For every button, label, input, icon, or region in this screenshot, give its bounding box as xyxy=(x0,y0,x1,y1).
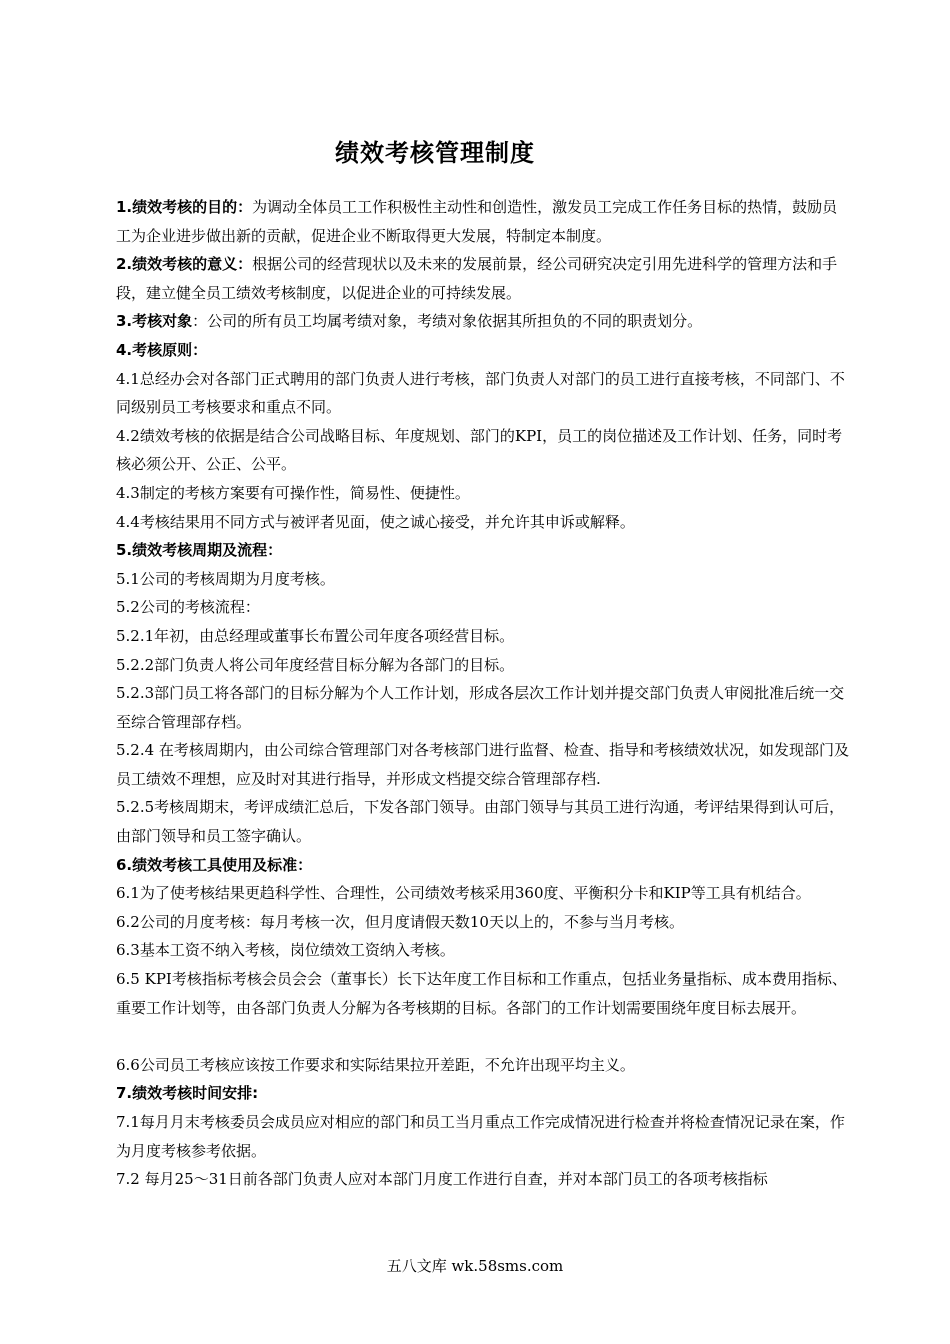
section-heading: 3.考核对象 xyxy=(116,312,193,331)
section-1 xyxy=(116,193,852,250)
section-heading: 2.绩效考核的意义： xyxy=(116,255,253,274)
document-body xyxy=(116,193,852,1194)
paragraph: 5.2公司的考核流程： xyxy=(116,598,260,617)
paragraph: 5.2.5考核周期末，考评成绩汇总后，下发各部门领导。由部门领导与其员工进行沟通，考评结果得到认可后，由部门领导和员工签字确认。 xyxy=(116,798,845,846)
section-heading: 1.绩效考核的目的： xyxy=(116,198,253,216)
paragraph: 5.2.4 在考核周期内，由公司综合管理部门对各考核部门进行监督、检查、指导和考核绩效状况，如发现部门及员工绩效不理想，应及时对其进行指导，并形成文档提交综合管理部存档. xyxy=(116,741,849,788)
section-6-heading: 6.绩效考核工具使用及标准： xyxy=(116,855,313,874)
section-2 xyxy=(116,250,852,307)
paragraph: 5.2.3部门员工将各部门的目标分解为个人工作计划，形成各层次工作计划并提交部门负责人审阅批准后统一交至综合管理部存档。 xyxy=(116,684,845,731)
page-footer: 五八文库 wk.58sms.com xyxy=(386,1257,564,1275)
paragraph: 6.2公司的月度考核：每月考核一次，但月度请假天数10天以上的，不参与当月考核。 xyxy=(116,912,684,931)
paragraph: 4.4考核结果用不同方式与被评者见面，使之诚心接受，并允许其申诉或解释。 xyxy=(116,512,635,531)
section-4-heading: 4.考核原则： xyxy=(116,340,208,359)
blank-line xyxy=(116,1022,852,1051)
paragraph: 7.2 每月25～31日前各部门负责人应对本部门月度工作进行自查，并对本部门员工的各项考核指标 xyxy=(116,1170,768,1189)
paragraph: 6.3基本工资不纳入考核，岗位绩效工资纳入考核。 xyxy=(116,941,455,960)
section-text: 根据公司的经营现状以及未来的发展前景，经公司研究决定引用先进科学的管理方法和手段，建立健全员工绩效考核制度，以促进企业的可持续发展。 xyxy=(116,255,838,302)
section-5-heading: 5.绩效考核周期及流程： xyxy=(116,541,283,560)
section-7-heading: 7.绩效考核时间安排: xyxy=(116,1084,259,1103)
paragraph: 4.1总经办会对各部门正式聘用的部门负责人进行考核，部门负责人对部门的员工进行直接考核，不同部门、不同级别员工考核要求和重点不同。 xyxy=(116,369,845,417)
section-text: 为调动全体员工工作积极性主动性和创造性，激发员工完成工作任务目标的热情，鼓励员工为企业进步做出新的贡献，促进企业不断取得更大发展，特制定本制度。 xyxy=(116,198,838,245)
paragraph: 4.2绩效考核的依据是结合公司战略目标、年度规划、部门的KPI，员工的岗位描述及工作计划、任务，同时考核必须公开、公正、公平。 xyxy=(116,426,843,474)
paragraph: 4.3制定的考核方案要有可操作性，简易性、便捷性。 xyxy=(116,483,470,502)
paragraph: 5.2.1年初，由总经理或董事长布置公司年度各项经营目标。 xyxy=(116,626,515,645)
paragraph: 7.1每月月末考核委员会成员应对相应的部门和员工当月重点工作完成情况进行检查并将检查情况记录在案，作为月度考核参考依据。 xyxy=(116,1113,845,1160)
paragraph: 6.5 KPI考核指标考核会员会会（董事长）长下达年度工作目标和工作重点，包括业务量指标、成本费用指标、重要工作计划等，由各部门负责人分解为各考核期的目标。各部门的工作计划需要围绕年度目标去展开。 xyxy=(116,970,847,1017)
document-title: 绩效考核管理制度 xyxy=(335,139,535,167)
paragraph: 6.1为了使考核结果更趋科学性、合理性，公司绩效考核采用360度、平衡积分卡和KIP等工具有机结合。 xyxy=(116,884,811,903)
paragraph: 5.2.2部门负责人将公司年度经营目标分解为各部门的目标。 xyxy=(116,655,515,674)
section-text: ：公司的所有员工均属考绩对象，考绩对象依据其所担负的不同的职责划分。 xyxy=(192,312,703,331)
section-3 xyxy=(116,307,852,336)
paragraph: 5.1公司的考核周期为月度考核。 xyxy=(116,569,335,588)
paragraph: 6.6公司员工考核应该按工作要求和实际结果拉开差距，不允许出现平均主义。 xyxy=(116,1055,635,1074)
